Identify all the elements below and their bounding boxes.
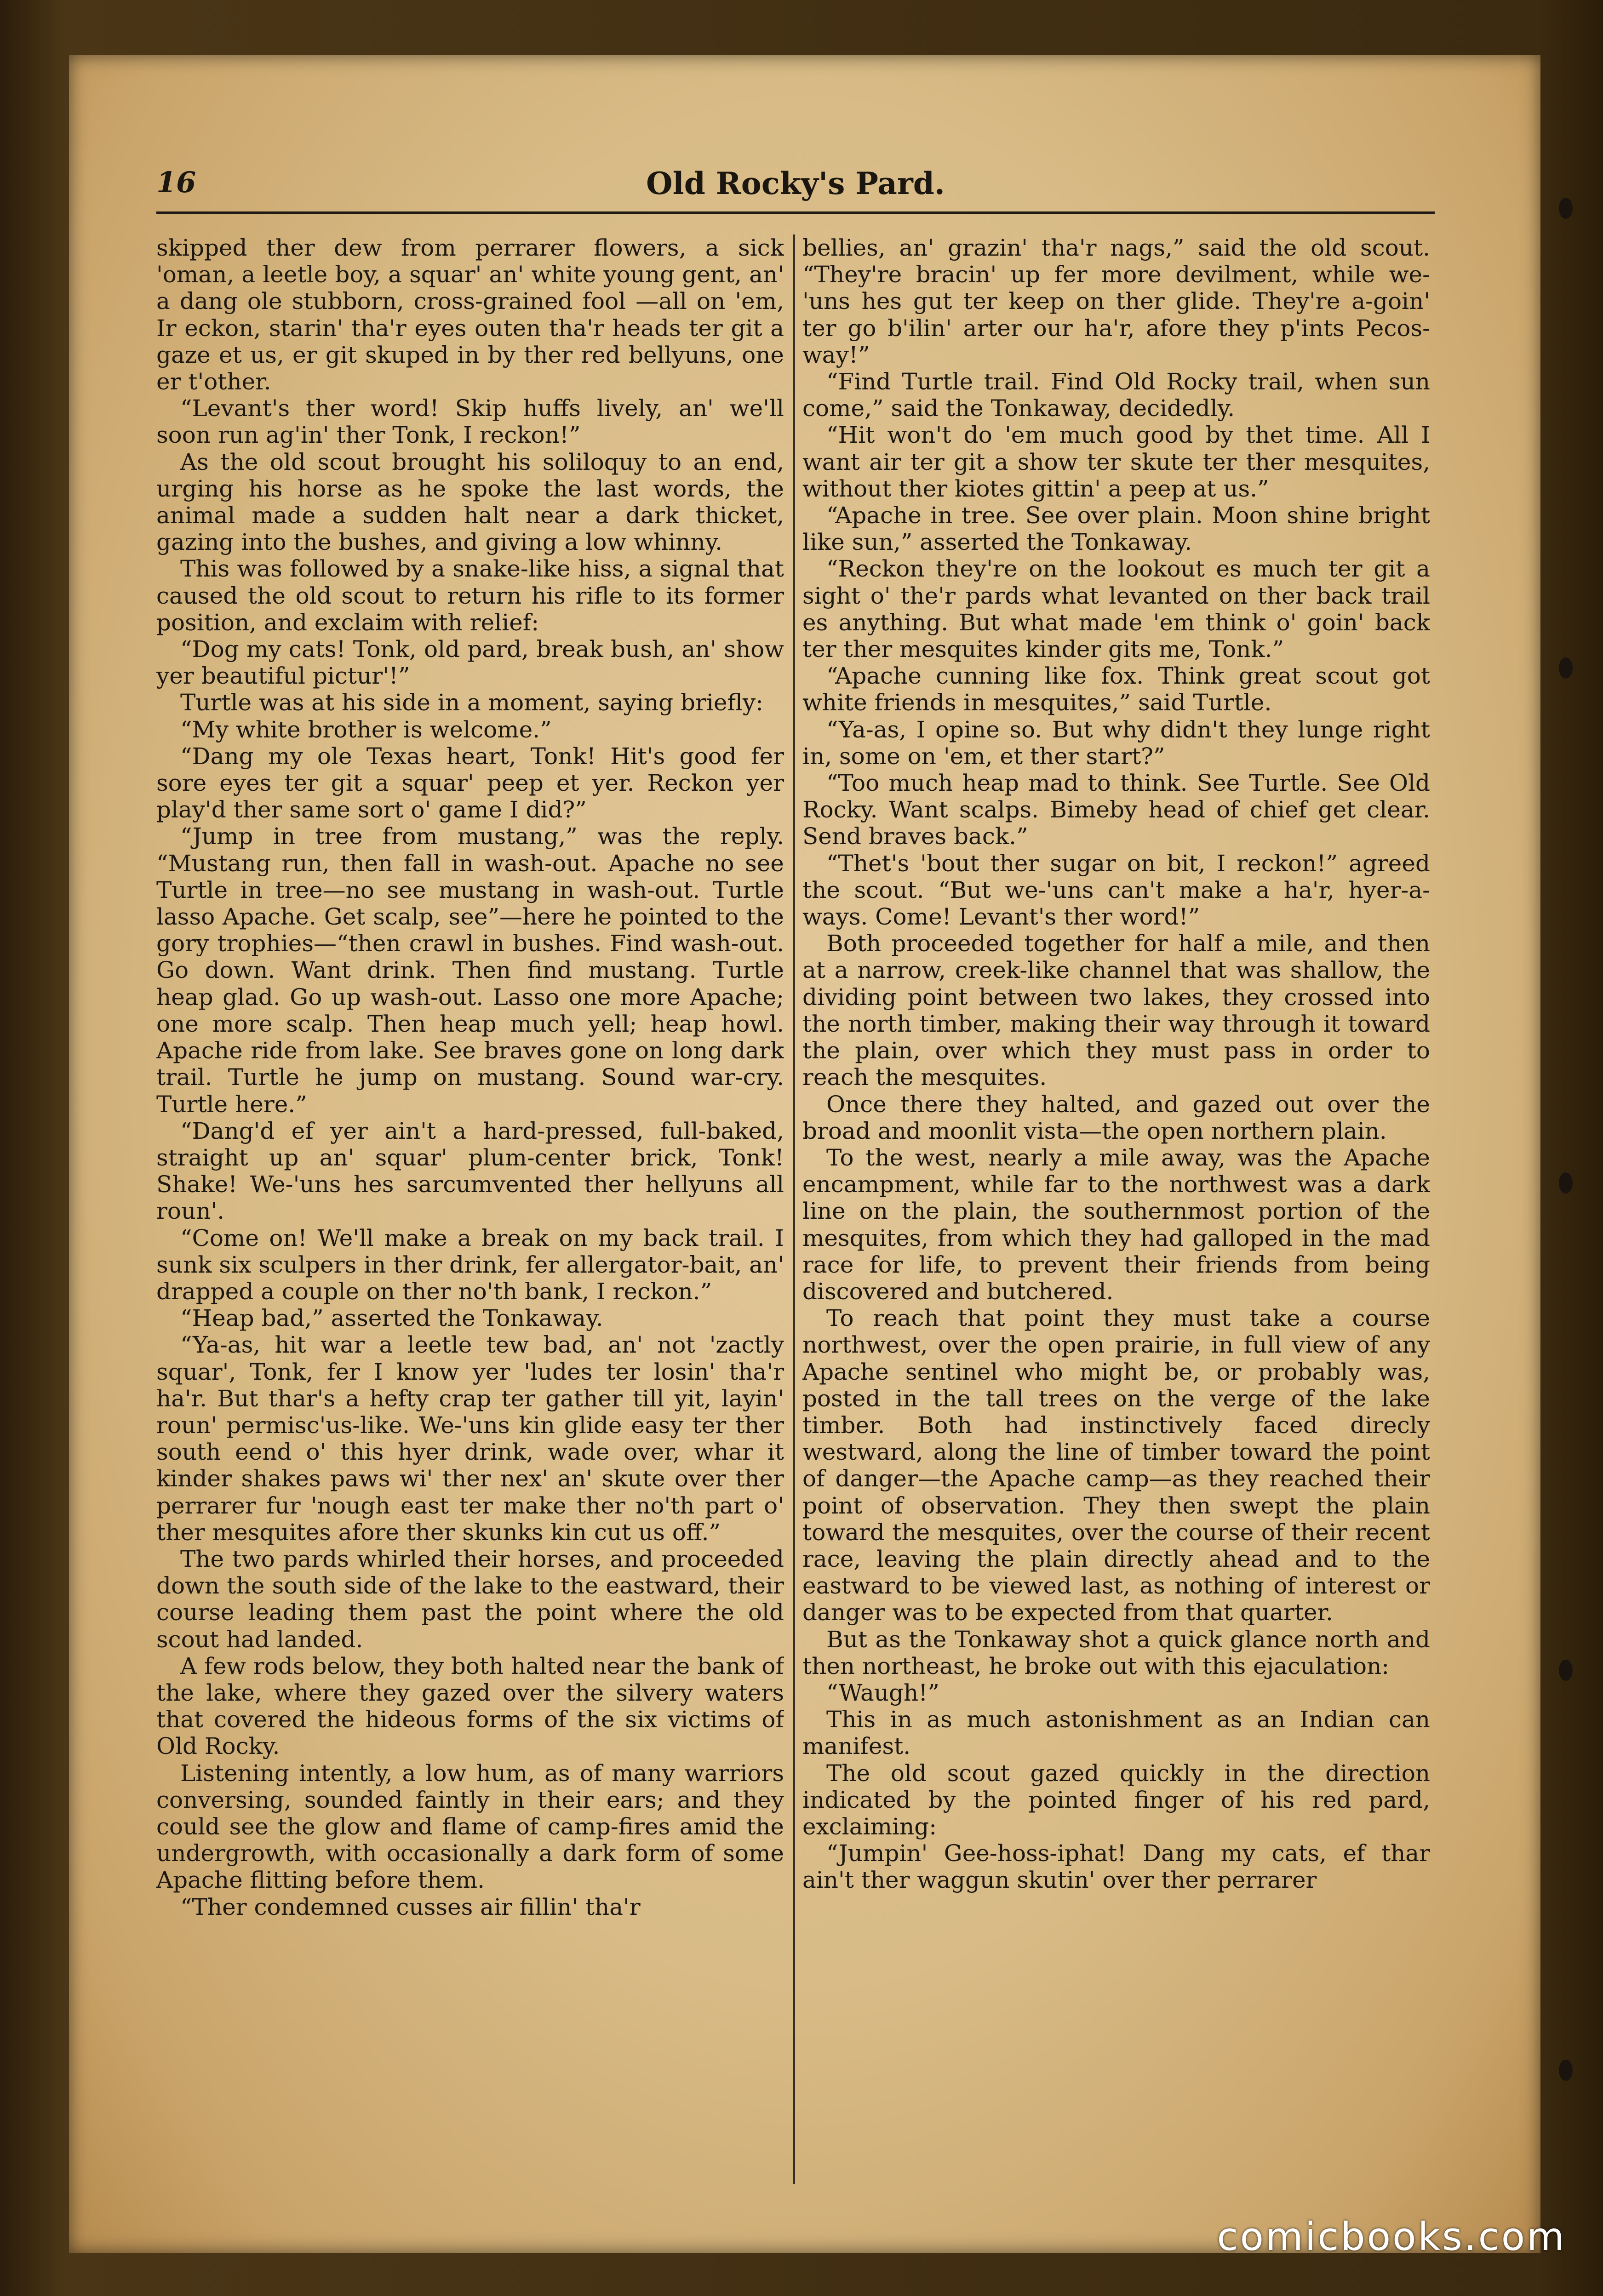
paragraph: “Ya-as, hit war a leetle tew bad, an' not 'zactly squar', Tonk, fer I know yer 'ludes ter losin' tha'r ha'r. But thar's a hefty crap ter gather till yit, layin' roun' permisc'us-like. We-'uns kin glide easy ter ther south eend o' this hyer drink, wade over, whar it kinder shakes paws wi' ther nex' an' skute over ther perrarer fur 'nough east ter make ther no'th part o' ther mesquites afore ther skunks kin cut us off.”	[156, 1331, 784, 1546]
paragraph: “Heap bad,” asserted the Tonkaway.	[180, 1305, 603, 1332]
paragraph: skipped ther dew from perrarer flowers, a sick 'oman, a leetle boy, a squar' an' white young gent, an' a dang ole stubborn, cross-grained fool —all on 'em, Ir eckon, starin' tha'r eyes outen tha'r heads ter git a gaze et us, er git skuped in by ther red bellyuns, one er t'other.	[156, 234, 784, 395]
paragraph: “Dog my cats! Tonk, old pard, break bush, an' show yer beautiful pictur'!”	[156, 636, 784, 690]
paragraph: Turtle was at his side in a moment, saying briefly:	[180, 689, 763, 716]
paragraph: To reach that point they must take a course northwest, over the open prairie, in full view of any Apache sentinel who might be, or probably was, posted in the tall trees on the verge of the lake timber. Both had instinctively faced direcly westward, along the line of timber toward the point of danger—the Apache camp—as they reached their point of observation. They then swept the plain toward the mesquites, over the course of their recent race, leaving the plain directly ahead and to the eastward to be viewed last, as nothing of interest or danger was to be expected from that quarter.	[802, 1305, 1430, 1626]
paragraph: “Levant's ther word! Skip huffs lively, an' we'll soon run ag'in' ther Tonk, I reckon!”	[156, 395, 784, 449]
paragraph: “Waugh!”	[826, 1679, 939, 1706]
paragraph: Once there they halted, and gazed out over the broad and moonlit vista—the open northern plain.	[802, 1091, 1430, 1144]
paragraph: bellies, an' grazin' tha'r nags,” said the old scout. “They're bracin' up fer more devilment, while we-'uns hes gut ter keep on ther glide. They're a-goin' ter go b'ilin' arter our ha'r, afore they p'ints Pecos-way!”	[802, 234, 1430, 368]
paragraph: “Find Turtle trail. Find Old Rocky trail, when sun come,” said the Tonkaway, decidedly.	[802, 368, 1430, 422]
binding-staple-mark	[1559, 1172, 1573, 1194]
paragraph: Listening intently, a low hum, as of many warriors conversing, sounded faintly in their ears; and they could see the glow and flame of camp-fires amid the undergrowth, with occasionally a dark form of some Apache flitting before them.	[156, 1759, 784, 1894]
paragraph: “Hit won't do 'em much good by thet time. All I want air ter git a show ter skute ter ther mesquites, without ther kiotes gittin' a peep at us.”	[802, 422, 1430, 502]
binding-staple-mark	[1559, 2060, 1573, 2081]
paragraph: Both proceeded together for half a mile, and then at a narrow, creek-like channel that was shallow, the dividing point between two lakes, they crossed into the north timber, making their way through it toward the plain, over which they must pass in order to reach the mesquites.	[802, 930, 1430, 1091]
paragraph: “Apache in tree. See over plain. Moon shine bright like sun,” asserted the Tonkaway.	[802, 502, 1430, 556]
paragraph: “Jump in tree from mustang,” was the reply. “Mustang run, then fall in wash-out. Apache no see Turtle in tree—no see mustang in wash-out. Turtle lasso Apache. Get scalp, see”—here he pointed to the gory trophies—“then crawl in bushes. Find wash-out. Go down. Want drink. Then find mustang. Turtle heap glad. Go up wash-out. Lasso one more Apache; one more scalp. Then heap much yell; heap howl. Apache ride from lake. See braves gone on long dark trail. Turtle he jump on mustang. Sound war-cry. Turtle here.”	[156, 823, 784, 1118]
right-column	[802, 234, 1430, 2184]
paragraph: “Jumpin' Gee-hoss-iphat! Dang my cats, ef thar ain't ther waggun skutin' over ther perrarer	[802, 1840, 1430, 1894]
paragraph: “My white brother is welcome.”	[180, 716, 552, 743]
paragraph: “Reckon they're on the lookout es much ter git a sight o' the'r pards what levanted on ther back trail es anything. But what made 'em think o' goin' back ter ther mesquites kinder gits me, Tonk.”	[802, 555, 1430, 663]
binding-staple-mark	[1559, 1660, 1573, 1681]
paragraph: As the old scout brought his soliloquy to an end, urging his horse as he spoke the last words, the animal made a sudden halt near a dark thicket, gazing into the bushes, and giving a low whinny.	[156, 448, 784, 556]
paragraph: A few rods below, they both halted near the bank of the lake, where they gazed over the silvery waters that covered the hideous forms of the six victims of Old Rocky.	[156, 1652, 784, 1760]
watermark-text: comicbooks.com	[1217, 2214, 1566, 2259]
paragraph: “Come on! We'll make a break on my back trail. I sunk six sculpers in ther drink, fer allergator-bait, an' drapped a couple on ther no'th bank, I reckon.”	[156, 1224, 784, 1305]
paragraph: But as the Tonkaway shot a quick glance north and then northeast, he broke out with this ejaculation:	[802, 1626, 1430, 1679]
paragraph: “Dang'd ef yer ain't a hard-pressed, full-baked, straight up an' squar' plum-center brick, Tonk! Shake! We-'uns hes sarcumvented ther hellyuns all roun'.	[156, 1117, 784, 1225]
paragraph: To the west, nearly a mile away, was the Apache encampment, while far to the northwest was a dark line on the plain, the southernmost portion of the mesquites, from which they had galloped in the mad race for life, to prevent their friends from being discovered and butchered.	[802, 1144, 1430, 1305]
paragraph: The old scout gazed quickly in the direction indicated by the pointed finger of his red pard, exclaiming:	[802, 1759, 1430, 1840]
binding-staple-mark	[1559, 198, 1573, 219]
column-rule	[793, 234, 795, 2184]
page-number: 16	[156, 166, 196, 199]
paragraph: “Ya-as, I opine so. But why didn't they lunge right in, some on 'em, et ther start?”	[802, 716, 1430, 770]
paragraph: This in as much astonishment as an Indian can manifest.	[802, 1706, 1430, 1760]
paragraph: This was followed by a snake-like hiss, a signal that caused the old scout to return his rifle to its former position, and exclaim with relief:	[156, 555, 784, 636]
paragraph: “Dang my ole Texas heart, Tonk! Hit's good fer sore eyes ter git a squar' peep et yer. Reckon yer play'd ther same sort o' game I did?”	[156, 742, 784, 823]
paragraph: “Apache cunning like fox. Think great scout got white friends in mesquites,” said Turtle.	[802, 663, 1430, 716]
binding-staple-mark	[1559, 657, 1573, 679]
paragraph: “Too much heap mad to think. See Turtle. See Old Rocky. Want scalps. Bimeby head of chief get clear. Send braves back.”	[802, 770, 1430, 850]
paragraph: The two pards whirled their horses, and proceeded down the south side of the lake to the eastward, their course leading them past the point where the old scout had landed.	[156, 1545, 784, 1653]
paragraph: “Ther condemned cusses air fillin' tha'r	[180, 1893, 641, 1920]
running-title: Old Rocky's Pard.	[646, 166, 945, 201]
paragraph: “Thet's 'bout ther sugar on bit, I reckon!” agreed the scout. “But we-'uns can't make a ha'r, hyer-a-ways. Come! Levant's ther word!”	[802, 850, 1430, 931]
left-column	[156, 234, 784, 2184]
page-header	[156, 166, 1435, 214]
